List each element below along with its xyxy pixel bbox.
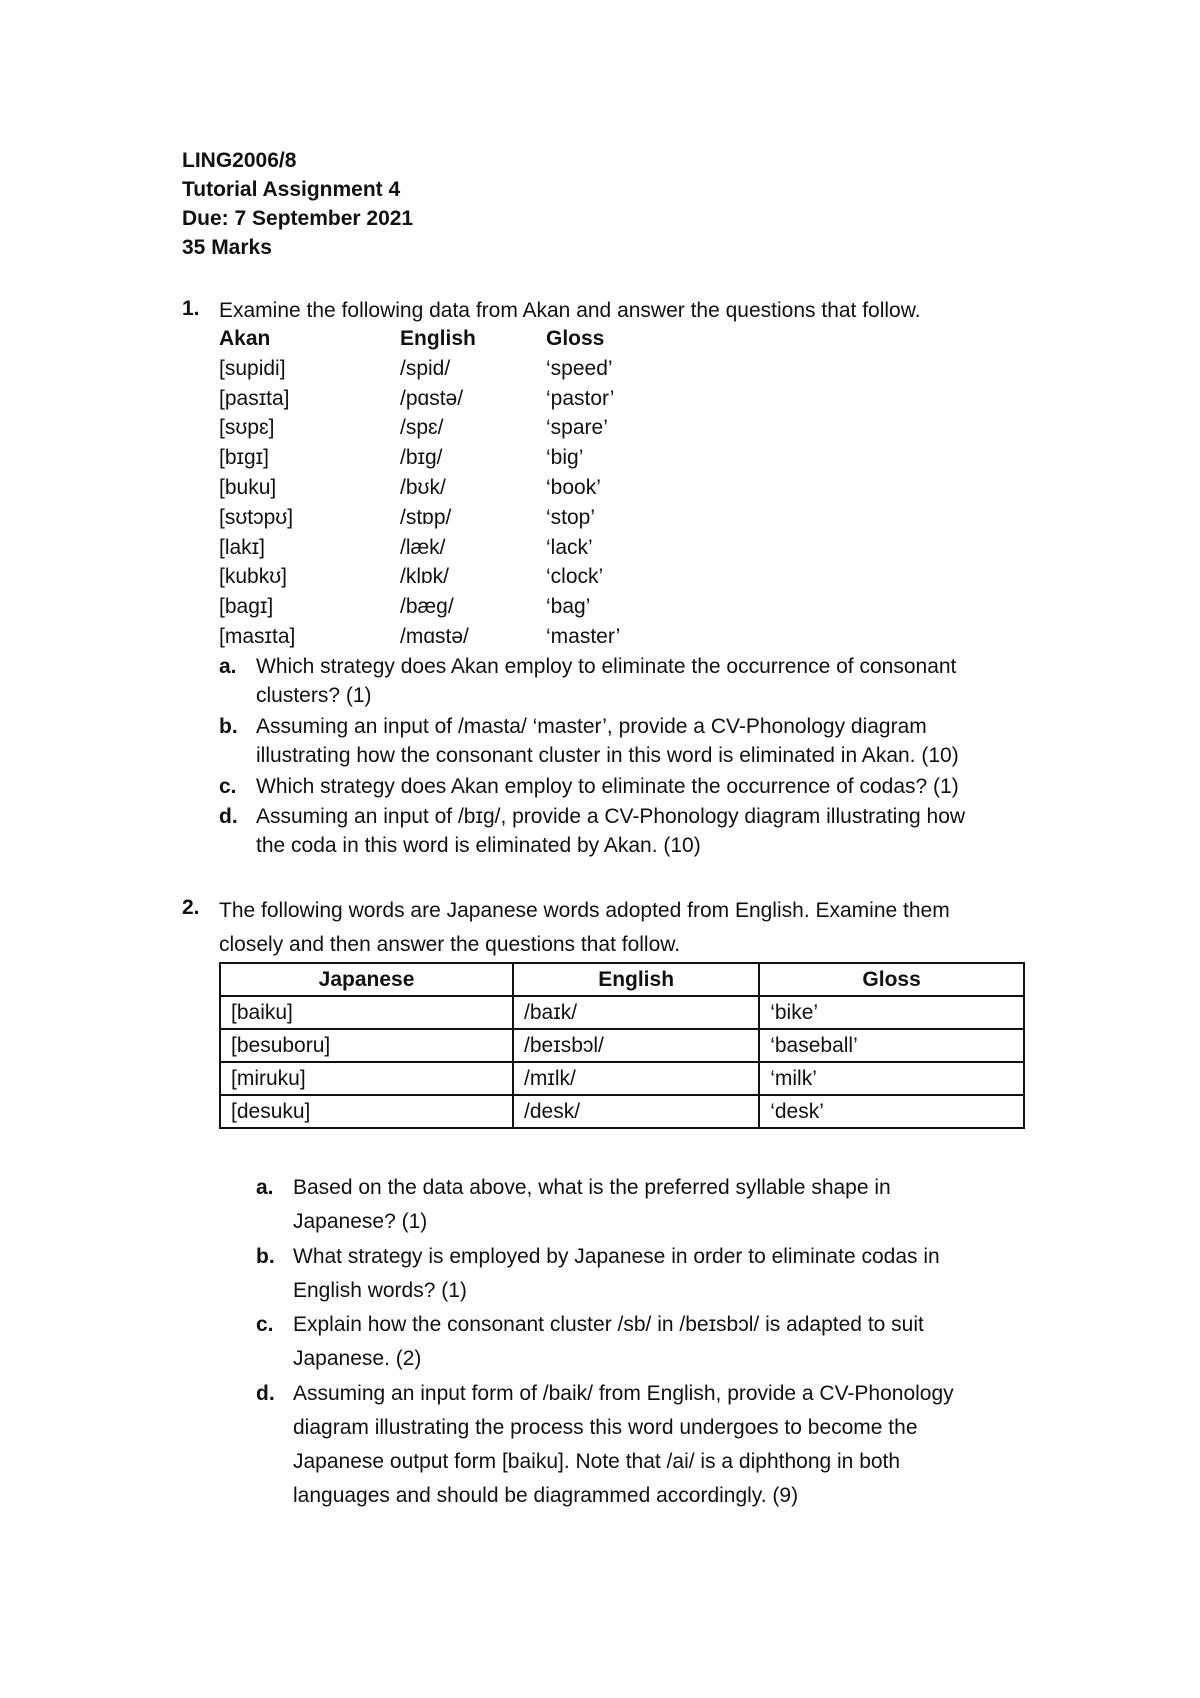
akan-form: [sʊpɛ] xyxy=(219,416,275,440)
gloss: ‘stop’ xyxy=(546,505,596,529)
column-header: Akan xyxy=(219,327,271,350)
assignment-header xyxy=(182,146,413,262)
gloss: ‘lack’ xyxy=(546,535,593,559)
column-header: Gloss xyxy=(546,327,605,350)
sub-letter: b. xyxy=(256,1245,275,1268)
english-form: /klɒk/ xyxy=(400,565,450,589)
akan-form: [bagɪ] xyxy=(219,595,274,619)
question-2-number: 2. xyxy=(182,896,200,919)
sub-letter: a. xyxy=(256,1176,274,1199)
due-date: Due: 7 September 2021 xyxy=(182,207,414,230)
akan-form: [masɪta] xyxy=(219,624,296,648)
gloss: ‘spare’ xyxy=(546,416,608,440)
table-row xyxy=(220,1095,1024,1128)
english-form: /mɪlk/ xyxy=(513,1062,759,1095)
question-2-intro-line-1: The following words are Japanese words adopted from English. Examine them xyxy=(219,899,950,922)
akan-form: [kubkʊ] xyxy=(219,565,287,589)
sub-text-line: Explain how the consonant cluster /sb/ in /beɪsbɔl/ is adapted to suit xyxy=(293,1313,924,1336)
akan-form: [supidi] xyxy=(219,356,286,380)
column-header: Japanese xyxy=(220,963,513,996)
column-header: Gloss xyxy=(759,963,1024,996)
sub-text-line: illustrating how the consonant cluster in this word is eliminated in Akan. (10) xyxy=(256,744,959,767)
akan-form: [lakɪ] xyxy=(219,535,265,559)
english-form: /læk/ xyxy=(400,535,446,559)
gloss: ‘bike’ xyxy=(759,996,1024,1029)
question-1-number: 1. xyxy=(182,297,200,320)
english-form: /beɪsbɔl/ xyxy=(513,1029,759,1062)
sub-letter: d. xyxy=(256,1382,275,1405)
sub-letter: c. xyxy=(256,1313,274,1336)
assignment-title: Tutorial Assignment 4 xyxy=(182,178,401,201)
sub-text-line: Which strategy does Akan employ to eliminate the occurrence of codas? (1) xyxy=(256,775,959,798)
sub-text-line: Which strategy does Akan employ to eliminate the occurrence of consonant xyxy=(256,655,957,678)
question-2-intro-line-2: closely and then answer the questions that follow. xyxy=(219,933,681,956)
table-row xyxy=(220,1029,1024,1062)
sub-text-line: Japanese. (2) xyxy=(293,1347,422,1370)
english-form: /bɪg/ xyxy=(400,446,443,470)
japanese-form: [miruku] xyxy=(220,1062,513,1095)
gloss: ‘master’ xyxy=(546,624,621,648)
english-form: /spɛ/ xyxy=(400,416,444,440)
english-form: /stɒp/ xyxy=(400,505,452,529)
japanese-form: [baiku] xyxy=(220,996,513,1029)
gloss: ‘speed’ xyxy=(546,356,613,380)
table-header-row xyxy=(220,963,1024,996)
sub-text-line: English words? (1) xyxy=(293,1279,467,1302)
sub-text-line: clusters? (1) xyxy=(256,684,372,707)
gloss: ‘milk’ xyxy=(759,1062,1024,1095)
sub-letter: d. xyxy=(219,805,238,828)
gloss: ‘pastor’ xyxy=(546,386,615,410)
column-header: English xyxy=(513,963,759,996)
akan-form: [sʊtɔpʊ] xyxy=(219,505,294,529)
sub-text-line: Japanese? (1) xyxy=(293,1210,428,1233)
sub-text-line: What strategy is employed by Japanese in order to eliminate codas in xyxy=(293,1245,940,1268)
english-form: /spid/ xyxy=(400,356,451,380)
gloss: ‘book’ xyxy=(546,475,601,499)
english-form: /pɑstə/ xyxy=(400,386,464,410)
gloss: ‘clock’ xyxy=(546,565,604,589)
sub-text-line: Based on the data above, what is the preferred syllable shape in xyxy=(293,1176,891,1199)
gloss: ‘desk’ xyxy=(759,1095,1024,1128)
english-form: /desk/ xyxy=(513,1095,759,1128)
sub-text-line: languages and should be diagrammed accordingly. (9) xyxy=(293,1484,799,1507)
question-1-intro: Examine the following data from Akan and answer the questions that follow. xyxy=(219,299,921,322)
akan-form: [buku] xyxy=(219,475,277,499)
course-code: LING2006/8 xyxy=(182,149,297,172)
gloss: ‘big’ xyxy=(546,446,584,470)
english-form: /bʊk/ xyxy=(400,475,446,499)
sub-text-line: the coda in this word is eliminated by Akan. (10) xyxy=(256,834,701,857)
akan-form: [pasɪta] xyxy=(219,386,290,410)
sub-text-line: Assuming an input of /bɪg/, provide a CV-Phonology diagram illustrating how xyxy=(256,805,966,828)
table-row xyxy=(220,996,1024,1029)
sub-letter: a. xyxy=(219,655,237,678)
sub-letter: c. xyxy=(219,775,237,798)
japanese-form: [desuku] xyxy=(220,1095,513,1128)
sub-text-line: Assuming an input form of /baik/ from English, provide a CV-Phonology xyxy=(293,1382,954,1405)
column-header: English xyxy=(400,327,476,350)
english-form: /mɑstə/ xyxy=(400,624,469,648)
gloss: ‘baseball’ xyxy=(759,1029,1024,1062)
table-row xyxy=(220,1062,1024,1095)
japanese-form: [besuboru] xyxy=(220,1029,513,1062)
japanese-data-table xyxy=(219,962,1025,1129)
sub-text-line: diagram illustrating the process this word undergoes to become the xyxy=(293,1416,918,1439)
akan-form: [bɪgɪ] xyxy=(219,446,269,470)
sub-text-line: Assuming an input of /masta/ ‘master’, provide a CV-Phonology diagram xyxy=(256,715,927,738)
english-form: /bæg/ xyxy=(400,595,454,619)
gloss: ‘bag’ xyxy=(546,595,591,619)
sub-letter: b. xyxy=(219,715,238,738)
english-form: /baɪk/ xyxy=(513,996,759,1029)
sub-text-line: Japanese output form [baiku]. Note that /ai/ is a diphthong in both xyxy=(293,1450,901,1473)
total-marks: 35 Marks xyxy=(182,236,272,259)
